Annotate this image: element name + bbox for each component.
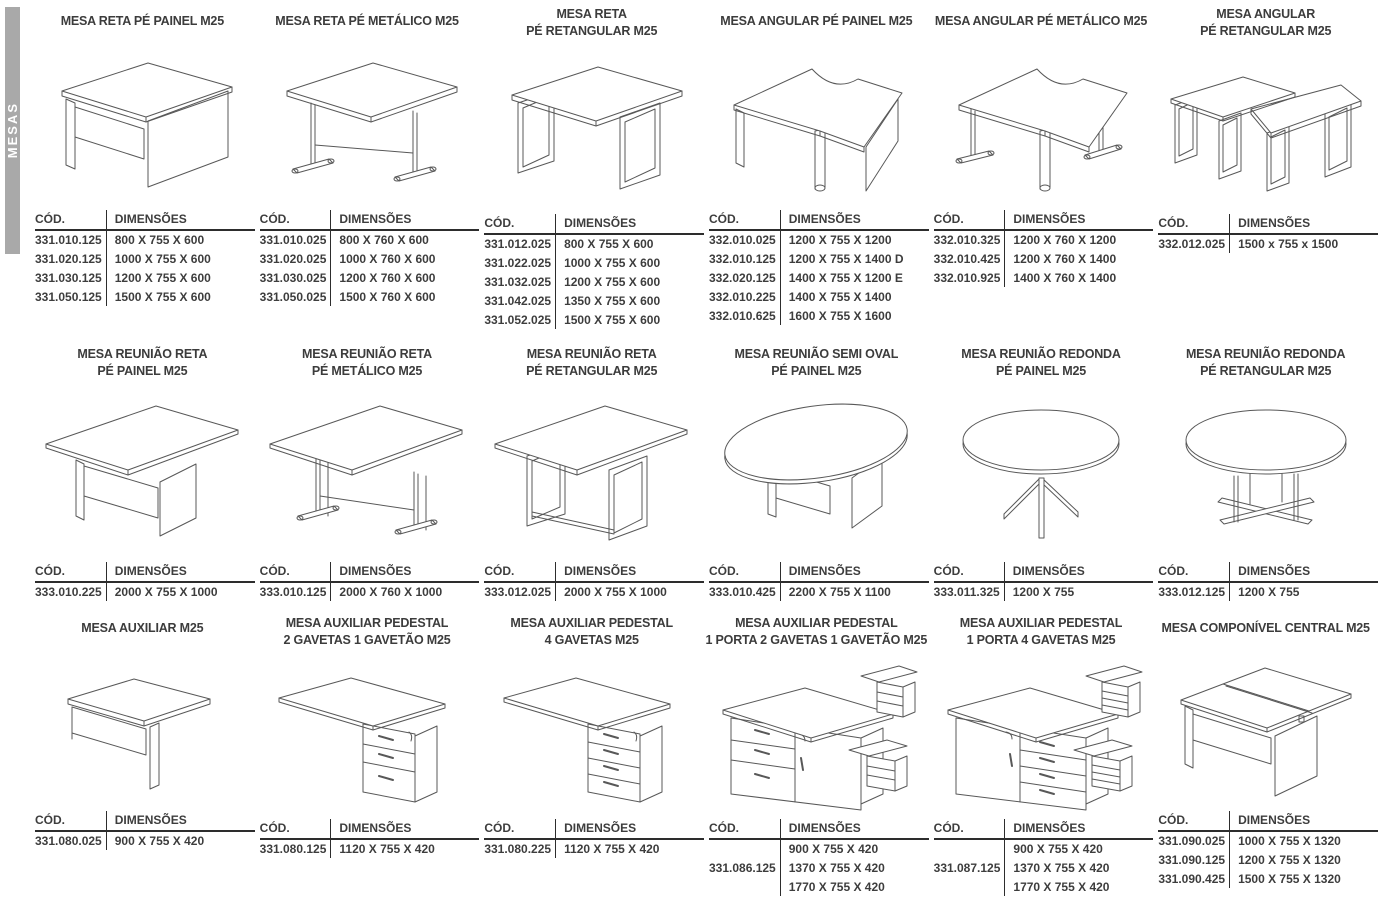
spec-row: [260, 839, 480, 858]
spec-header-row: [709, 819, 929, 839]
spec-row: [1158, 234, 1378, 253]
spec-header-row: [35, 562, 255, 582]
dim-cell: 1000 X 755 X 1320: [1230, 831, 1378, 850]
cod-cell: 333.011.325: [933, 585, 1000, 599]
dim-header: DIMENSÕES: [1004, 562, 1153, 582]
dim-header: DIMENSÕES: [556, 214, 704, 234]
spec-header-row: [934, 210, 1154, 230]
dim-cell: 1350 X 755 X 600: [556, 291, 704, 310]
dim-cell: 1500 X 760 X 600: [331, 287, 479, 306]
cod-header: CÓD.: [484, 214, 555, 234]
mesa-reta-pe-retangular-illustration: [479, 40, 704, 214]
dim-cell: 1500 X 755 X 600: [106, 287, 254, 306]
product-title: MESA AUXILIAR M25: [81, 620, 204, 635]
spec-row: [260, 268, 480, 287]
dim-cell: 900 X 755 X 420: [1005, 839, 1153, 858]
dim-header: DIMENSÕES: [556, 562, 704, 582]
spec-table: [35, 562, 255, 601]
cod-header: CÓD.: [709, 210, 780, 230]
product-card: [255, 605, 480, 904]
product-grid: [30, 0, 1378, 904]
spec-row: [934, 230, 1154, 249]
product-card: [929, 605, 1154, 904]
spec-row: [1158, 869, 1378, 888]
dim-cell: 1400 X 760 X 1400: [1005, 268, 1153, 287]
dim-cell: 1200 X 755 X 600: [106, 268, 254, 287]
spec-row: [484, 291, 704, 310]
dim-cell: 1600 X 755 X 1600: [780, 306, 928, 325]
dim-cell: 1400 X 755 X 1400: [780, 287, 928, 306]
dim-header: DIMENSÕES: [331, 210, 479, 230]
product-title: MESA REUNIÃO RETA PÉ METÁLICO M25: [302, 347, 432, 378]
dim-cell: 800 X 760 X 600: [331, 230, 479, 249]
spec-row: [484, 272, 704, 291]
cod-cell: 332.010.025: [709, 233, 776, 247]
product-card: [1153, 0, 1378, 340]
mesa-auxiliar-pedestal-1-porta-4-gavetas-illustration: [929, 649, 1154, 819]
mesa-auxiliar-pedestal-2-gavetas-1-gavetao-illustration: [255, 649, 480, 819]
cod-cell: 331.010.125: [35, 233, 102, 247]
product-card: [704, 0, 929, 340]
dim-header: DIMENSÕES: [331, 562, 479, 582]
cod-cell: 331.012.025: [484, 237, 552, 251]
spec-table: [709, 819, 929, 896]
dim-cell: 1200 X 755 X 1320: [1230, 850, 1378, 869]
product-card: [30, 605, 255, 904]
spec-table: [260, 819, 480, 858]
cod-cell: 331.010.025: [259, 233, 327, 247]
mesa-reuniao-redonda-pe-painel-illustration: [929, 380, 1154, 562]
cod-cell: 331.030.025: [259, 270, 327, 285]
cod-header: CÓD.: [1158, 214, 1229, 234]
cod-header: CÓD.: [1158, 562, 1229, 582]
spec-table: [1158, 562, 1378, 601]
dim-cell: 1200 X 755 X 1200: [780, 230, 928, 249]
dim-cell: 1120 X 755 X 420: [331, 839, 479, 858]
spec-row: [709, 858, 929, 877]
cod-cell: 331.020.025: [259, 251, 327, 266]
mesa-reuniao-reta-pe-retangular-illustration: [479, 380, 704, 562]
cod-header: CÓD.: [35, 811, 106, 831]
product-card: [704, 605, 929, 904]
product-card: [1153, 340, 1378, 605]
dim-cell: 2200 X 755 X 1100: [780, 582, 928, 601]
cod-cell: 331.042.025: [484, 293, 552, 308]
product-card: [255, 340, 480, 605]
dim-cell: 1770 X 755 X 420: [780, 877, 928, 896]
cod-cell: 331.087.125: [933, 860, 1001, 875]
cod-header: CÓD.: [484, 562, 555, 582]
spec-row: [934, 268, 1154, 287]
spec-row: [709, 839, 929, 858]
dim-cell: 1200 X 760 X 600: [331, 268, 479, 287]
mesa-auxiliar-illustration: [30, 641, 255, 811]
cod-header: CÓD.: [260, 562, 331, 582]
product-title: MESA ANGULAR PÉ METÁLICO M25: [934, 13, 1148, 28]
spec-header-row: [1158, 811, 1378, 831]
dim-cell: 1400 X 755 X 1200 E: [780, 268, 928, 287]
product-card: [479, 605, 704, 904]
spec-row: [709, 582, 929, 601]
mesa-reuniao-reta-pe-painel-illustration: [30, 380, 255, 562]
product-title: MESA AUXILIAR PEDESTAL 2 GAVETAS 1 GAVETÃO M25: [283, 616, 451, 647]
spec-header-row: [260, 210, 480, 230]
mesa-reuniao-semi-oval-illustration: [704, 380, 929, 562]
spec-header-row: [484, 562, 704, 582]
product-card: [255, 0, 480, 340]
product-title: MESA REUNIÃO RETA PÉ RETANGULAR M25: [526, 347, 658, 378]
dim-cell: 1200 X 755 X 1400 D: [780, 249, 928, 268]
spec-header-row: [1158, 214, 1378, 234]
cod-cell: [709, 877, 780, 896]
sidebar-tab-mesas: [5, 7, 20, 254]
mesa-auxiliar-pedestal-4-gavetas-illustration: [479, 649, 704, 819]
mesa-reuniao-reta-pe-metalico-illustration: [255, 380, 480, 562]
spec-row: [484, 839, 704, 858]
product-title: MESA AUXILIAR PEDESTAL 4 GAVETAS M25: [510, 616, 673, 647]
dim-cell: 800 X 755 X 600: [556, 234, 704, 253]
cod-cell: 331.090.025: [1158, 834, 1226, 848]
spec-row: [35, 230, 255, 249]
cod-cell: 332.010.125: [709, 251, 776, 266]
spec-header-row: [934, 819, 1154, 839]
product-card: [704, 340, 929, 605]
mesa-auxiliar-pedestal-1-porta-2-gavetas-1-gavetao-illustration: [704, 649, 929, 819]
spec-row: [709, 249, 929, 268]
dim-cell: 1000 X 760 X 600: [331, 249, 479, 268]
sidebar-tab-label: MESAS: [5, 102, 20, 159]
spec-row: [260, 230, 480, 249]
cod-header: CÓD.: [35, 562, 106, 582]
spec-row: [260, 582, 480, 601]
cod-cell: 331.020.125: [35, 251, 102, 266]
mesa-reta-pe-metalico-illustration: [255, 36, 480, 210]
spec-header-row: [35, 210, 255, 230]
dim-cell: 1200 X 755: [1230, 582, 1378, 601]
spec-row: [934, 249, 1154, 268]
mesa-componivel-central-illustration: [1153, 641, 1378, 811]
cod-cell: 333.010.225: [35, 585, 102, 599]
spec-row: [35, 268, 255, 287]
dim-cell: 1200 X 760 X 1400: [1005, 249, 1153, 268]
dim-cell: 1000 X 755 X 600: [556, 253, 704, 272]
cod-cell: 333.012.125: [1158, 585, 1226, 599]
dim-header: DIMENSÕES: [780, 562, 928, 582]
spec-row: [35, 287, 255, 306]
spec-table: [35, 210, 255, 306]
cod-header: CÓD.: [484, 819, 555, 839]
spec-row: [35, 831, 255, 850]
mesa-angular-pe-retangular-illustration: [1153, 40, 1378, 214]
spec-row: [484, 582, 704, 601]
mesa-angular-pe-painel-illustration: [704, 36, 929, 210]
spec-table: [1158, 811, 1378, 888]
dim-cell: 2000 X 755 X 1000: [106, 582, 254, 601]
spec-header-row: [35, 811, 255, 831]
dim-cell: 900 X 755 X 420: [780, 839, 928, 858]
spec-header-row: [934, 562, 1154, 582]
cod-cell: [934, 839, 1005, 858]
product-title: MESA REUNIÃO RETA PÉ PAINEL M25: [77, 347, 208, 378]
product-title: MESA RETA PÉ RETANGULAR M25: [526, 7, 658, 38]
dim-header: DIMENSÕES: [1005, 819, 1153, 839]
cod-cell: 331.050.125: [35, 289, 102, 304]
spec-row: [484, 310, 704, 329]
spec-row: [35, 582, 255, 601]
cod-cell: 332.020.125: [709, 270, 776, 285]
spec-table: [484, 214, 704, 329]
cod-cell: [709, 839, 780, 858]
dim-cell: 800 X 755 X 600: [106, 230, 254, 249]
dim-cell: 1500 X 755 X 600: [556, 310, 704, 329]
cod-cell: 333.012.025: [484, 585, 552, 599]
cod-cell: 331.052.025: [484, 312, 552, 327]
cod-cell: 331.080.125: [259, 842, 327, 856]
product-title: MESA RETA PÉ PAINEL M25: [60, 13, 224, 28]
dim-header: DIMENSÕES: [780, 819, 928, 839]
spec-row: [1158, 582, 1378, 601]
cod-cell: 331.080.225: [484, 842, 552, 856]
spec-row: [934, 582, 1154, 601]
cod-cell: 331.022.025: [484, 255, 552, 270]
spec-header-row: [484, 819, 704, 839]
spec-row: [260, 249, 480, 268]
cod-cell: 332.012.025: [1158, 237, 1226, 251]
spec-row: [484, 234, 704, 253]
spec-table: [35, 811, 255, 850]
spec-row: [709, 877, 929, 896]
spec-row: [709, 268, 929, 287]
dim-cell: 1200 X 755 X 600: [556, 272, 704, 291]
dim-header: DIMENSÕES: [106, 811, 254, 831]
cod-cell: 333.010.425: [709, 585, 776, 599]
dim-cell: 1200 X 760 X 1200: [1005, 230, 1153, 249]
spec-row: [1158, 850, 1378, 869]
mesa-angular-pe-metalico-illustration: [929, 36, 1154, 210]
cod-header: CÓD.: [709, 819, 780, 839]
spec-row: [484, 253, 704, 272]
spec-row: [35, 249, 255, 268]
product-title: MESA REUNIÃO REDONDA PÉ RETANGULAR M25: [1185, 347, 1346, 378]
dim-header: DIMENSÕES: [1005, 210, 1153, 230]
cod-header: CÓD.: [35, 210, 106, 230]
product-card: [1153, 605, 1378, 904]
dim-header: DIMENSÕES: [1230, 562, 1378, 582]
dim-header: DIMENSÕES: [1230, 811, 1378, 831]
product-title: MESA COMPONÍVEL CENTRAL M25: [1161, 620, 1370, 635]
cod-cell: 332.010.425: [933, 251, 1001, 266]
cod-header: CÓD.: [260, 210, 331, 230]
product-card: [30, 0, 255, 340]
spec-table: [260, 562, 480, 601]
spec-header-row: [260, 819, 480, 839]
spec-table: [934, 562, 1154, 601]
mesa-reuniao-redonda-pe-retangular-illustration: [1153, 380, 1378, 562]
spec-header-row: [709, 562, 929, 582]
cod-header: CÓD.: [709, 562, 780, 582]
product-card: [479, 0, 704, 340]
dim-cell: 1120 X 755 X 420: [556, 839, 704, 858]
dim-header: DIMENSÕES: [1230, 214, 1378, 234]
dim-cell: 1000 X 755 X 600: [106, 249, 254, 268]
product-title: MESA REUNIÃO REDONDA PÉ PAINEL M25: [961, 347, 1121, 378]
dim-cell: 1770 X 755 X 420: [1005, 877, 1153, 896]
spec-row: [934, 858, 1154, 877]
product-title: MESA AUXILIAR PEDESTAL 1 PORTA 2 GAVETAS 1 GAVETÃO M25: [705, 616, 928, 647]
cod-cell: 332.010.925: [933, 270, 1001, 285]
product-card: [929, 0, 1154, 340]
cod-header: CÓD.: [1158, 811, 1229, 831]
spec-table: [484, 562, 704, 601]
spec-header-row: [1158, 562, 1378, 582]
dim-cell: 1500 x 755 x 1500: [1230, 234, 1378, 253]
cod-cell: 331.090.425: [1158, 871, 1226, 886]
spec-row: [709, 230, 929, 249]
spec-table: [709, 562, 929, 601]
dim-header: DIMENSÕES: [331, 819, 479, 839]
cod-cell: 331.030.125: [35, 270, 102, 285]
dim-header: DIMENSÕES: [106, 210, 254, 230]
spec-row: [1158, 831, 1378, 850]
product-card: [479, 340, 704, 605]
cod-cell: 331.086.125: [709, 860, 776, 875]
dim-cell: 1200 X 755: [1004, 582, 1153, 601]
cod-cell: 333.010.125: [259, 585, 327, 599]
spec-table: [934, 819, 1154, 896]
spec-header-row: [709, 210, 929, 230]
cod-cell: 331.090.125: [1158, 852, 1226, 867]
cod-cell: 331.050.025: [259, 289, 327, 304]
spec-row: [709, 287, 929, 306]
cod-header: CÓD.: [934, 210, 1005, 230]
spec-table: [1158, 214, 1378, 253]
cod-cell: 332.010.625: [709, 308, 776, 323]
spec-header-row: [260, 562, 480, 582]
cod-header: CÓD.: [934, 819, 1005, 839]
cod-cell: [934, 877, 1005, 896]
cod-cell: 331.032.025: [484, 274, 552, 289]
product-title: MESA AUXILIAR PEDESTAL 1 PORTA 4 GAVETAS M25: [959, 616, 1123, 647]
product-title: MESA ANGULAR PÉ RETANGULAR M25: [1200, 7, 1332, 38]
cod-header: CÓD.: [934, 562, 1005, 582]
mesa-reta-pe-painel-illustration: [30, 36, 255, 210]
dim-cell: 1370 X 755 X 420: [1005, 858, 1153, 877]
spec-table: [484, 819, 704, 858]
spec-row: [260, 287, 480, 306]
spec-row: [934, 877, 1154, 896]
spec-table: [934, 210, 1154, 287]
product-card: [929, 340, 1154, 605]
cod-cell: 331.080.025: [35, 834, 102, 848]
spec-row: [934, 839, 1154, 858]
cod-header: CÓD.: [260, 819, 331, 839]
spec-table: [709, 210, 929, 325]
cod-cell: 332.010.325: [933, 233, 1001, 247]
spec-row: [709, 306, 929, 325]
spec-header-row: [484, 214, 704, 234]
dim-header: DIMENSÕES: [556, 819, 704, 839]
dim-header: DIMENSÕES: [106, 562, 254, 582]
dim-cell: 900 X 755 X 420: [106, 831, 254, 850]
spec-table: [260, 210, 480, 306]
dim-cell: 1370 X 755 X 420: [780, 858, 928, 877]
product-card: [30, 340, 255, 605]
dim-cell: 2000 X 760 X 1000: [331, 582, 479, 601]
dim-cell: 1500 X 755 X 1320: [1230, 869, 1378, 888]
cod-cell: 332.010.225: [709, 289, 776, 304]
dim-header: DIMENSÕES: [780, 210, 928, 230]
product-title: MESA REUNIÃO SEMI OVAL PÉ PAINEL M25: [734, 347, 899, 378]
product-title: MESA RETA PÉ METÁLICO M25: [275, 13, 459, 28]
product-title: MESA ANGULAR PÉ PAINEL M25: [720, 13, 913, 28]
dim-cell: 2000 X 755 X 1000: [556, 582, 704, 601]
